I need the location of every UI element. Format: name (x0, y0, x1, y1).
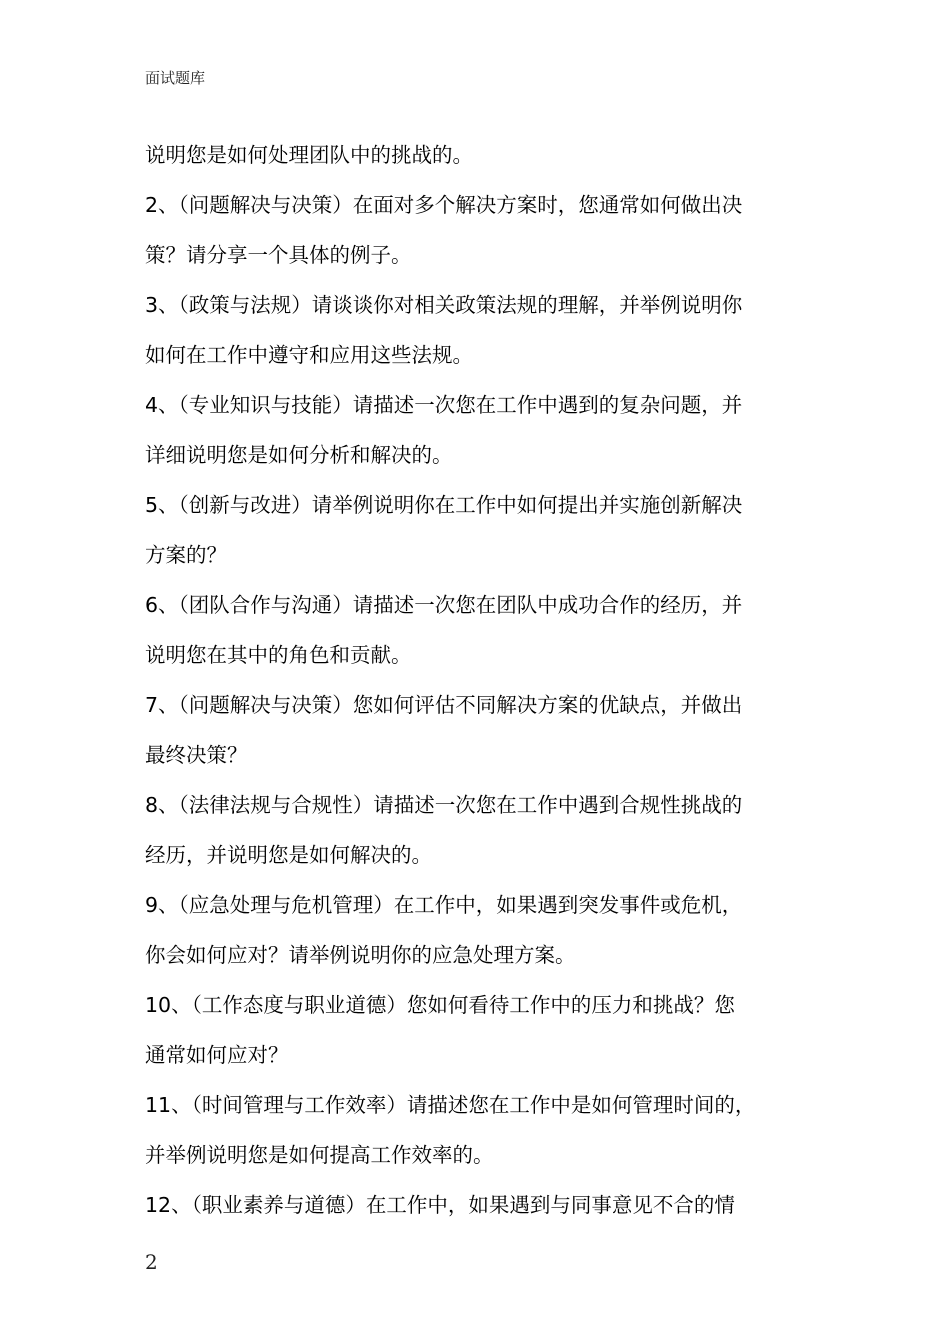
page-number: 2 (145, 1250, 158, 1274)
text-line: 最终决策？ (145, 743, 248, 767)
text-line: 并举例说明您是如何提高工作效率的。 (145, 1143, 494, 1167)
text-line: 7、（问题解决与决策）您如何评估不同解决方案的优缺点，并做出 (145, 693, 743, 717)
text-line: 12、（职业素养与道德）在工作中，如果遇到与同事意见不合的情 (145, 1193, 735, 1217)
text-line: 经历，并说明您是如何解决的。 (145, 843, 432, 867)
text-line: 6、（团队合作与沟通）请描述一次您在团队中成功合作的经历，并 (145, 593, 743, 617)
text-line: 策？请分享一个具体的例子。 (145, 243, 412, 267)
text-line: 8、（法律法规与合规性）请描述一次您在工作中遇到合规性挑战的 (145, 793, 743, 817)
text-line: 5、（创新与改进）请举例说明你在工作中如何提出并实施创新解决 (145, 493, 743, 517)
document-body (145, 130, 815, 1230)
page-header: 面试题库 (145, 69, 206, 87)
text-line: 说明您是如何处理团队中的挑战的。 (145, 143, 473, 167)
text-line: 通常如何应对？ (145, 1043, 289, 1067)
text-line: 说明您在其中的角色和贡献。 (145, 643, 412, 667)
text-line: 你会如何应对？请举例说明你的应急处理方案。 (145, 943, 576, 967)
text-line: 2、（问题解决与决策）在面对多个解决方案时，您通常如何做出决 (145, 193, 743, 217)
text-line: 9、（应急处理与危机管理）在工作中，如果遇到突发事件或危机， (145, 893, 743, 917)
text-line: 方案的？ (145, 543, 227, 567)
text-line: 10、（工作态度与职业道德）您如何看待工作中的压力和挑战？您 (145, 993, 735, 1017)
text-line: 详细说明您是如何分析和解决的。 (145, 443, 453, 467)
text-line: 如何在工作中遵守和应用这些法规。 (145, 343, 473, 367)
text-line: 4、（专业知识与技能）请描述一次您在工作中遇到的复杂问题，并 (145, 393, 743, 417)
text-line: 3、（政策与法规）请谈谈你对相关政策法规的理解，并举例说明你 (145, 293, 743, 317)
text-line: 11、（时间管理与工作效率）请描述您在工作中是如何管理时间的， (145, 1093, 756, 1117)
